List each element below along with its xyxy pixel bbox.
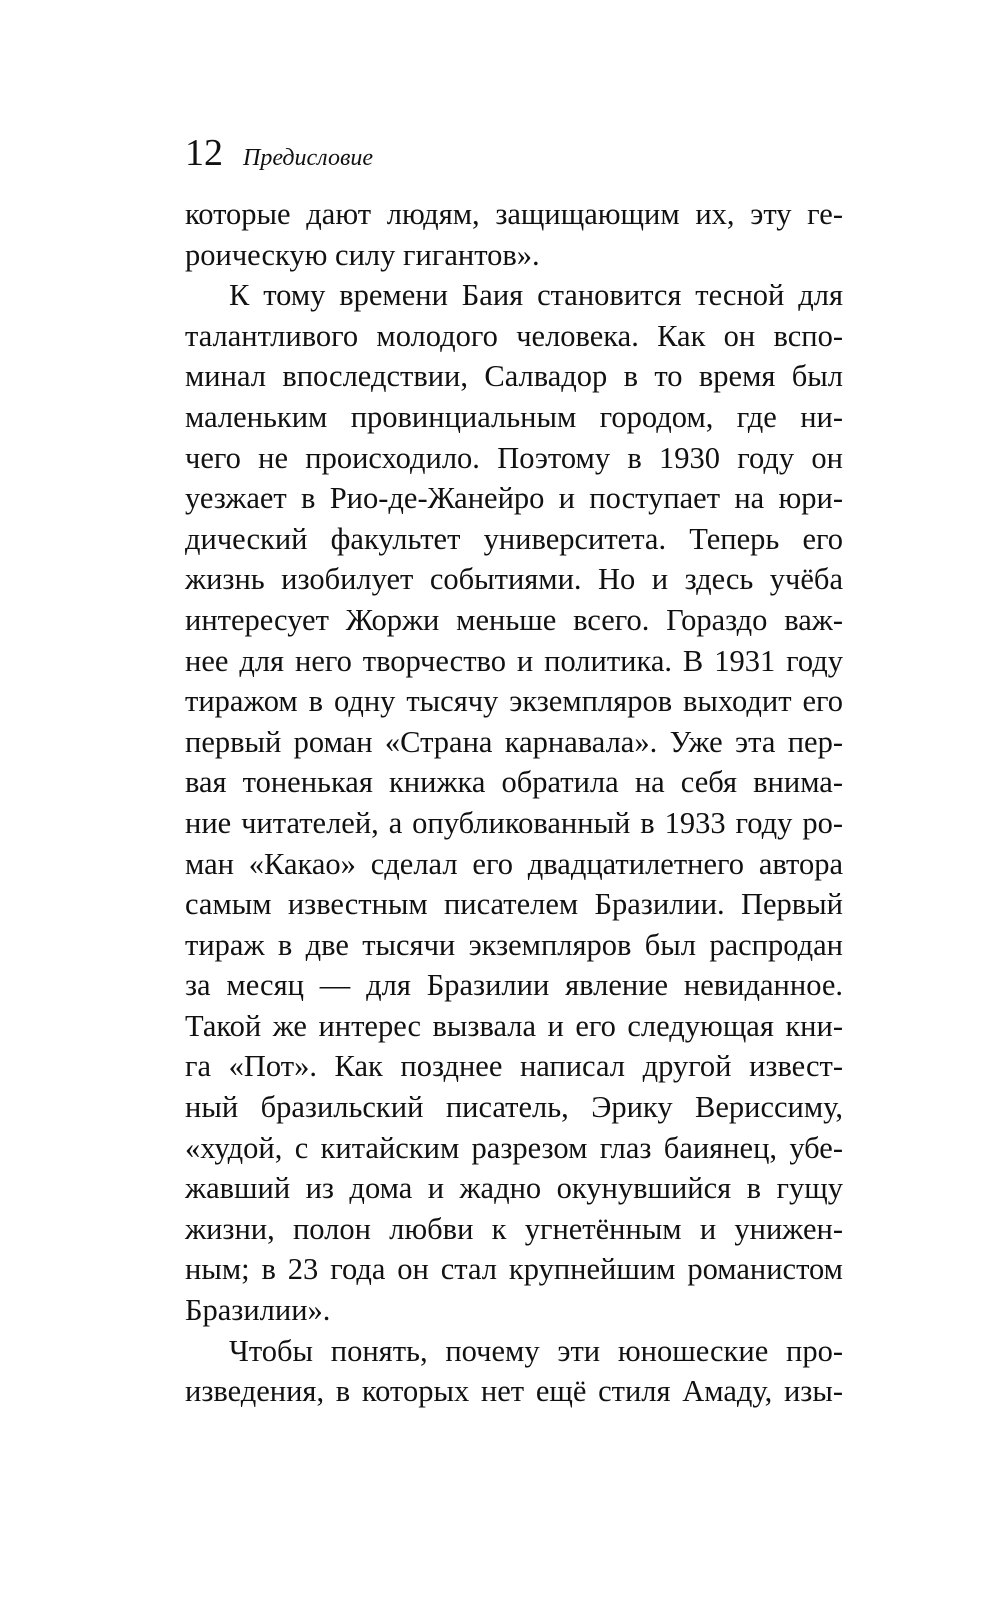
paragraph-first-line: Чтобы понять, почему эти юношеские про- xyxy=(229,1333,843,1368)
text-line: «худой, с китайским разрезом глаз баиянец, убе- xyxy=(185,1130,843,1165)
text-line: Такой же интерес вызвала и его следующая кни- xyxy=(185,1008,843,1043)
body-text xyxy=(185,194,843,1412)
text-line: минал впоследствии, Салвадор в то время был xyxy=(185,359,843,394)
text-line: первый роман «Страна карнавала». Уже эта пер- xyxy=(185,724,843,759)
text-line: за месяц — для Бразилии явление невиданное. xyxy=(185,968,843,1003)
text-line: вая тоненькая книжка обратила на себя внима- xyxy=(185,765,843,800)
text-line: га «Пот». Как позднее написал другой извест- xyxy=(185,1049,843,1084)
text-line: ным; в 23 года он стал крупнейшим романистом xyxy=(185,1252,843,1287)
page-number: 12 xyxy=(185,132,223,174)
text-line: ние читателей, а опубликованный в 1933 году ро- xyxy=(185,805,843,840)
text-line: интересует Жоржи меньше всего. Гораздо важ- xyxy=(185,602,843,637)
text-line: уезжает в Рио-де-Жанейро и поступает на юри- xyxy=(185,481,843,516)
text-line: чего не происходило. Поэтому в 1930 году он xyxy=(185,440,843,475)
text-line: роическую силу гигантов». xyxy=(185,237,540,272)
section-title: Предисловие xyxy=(243,145,374,171)
paragraph-first-line: К тому времени Баия становится тесной для xyxy=(229,278,843,313)
text-line: дический факультет университета. Теперь его xyxy=(185,521,843,556)
text-line: ман «Какао» сделал его двадцатилетнего автора xyxy=(185,846,843,881)
text-line: изведения, в которых нет ещё стиля Амаду, изы- xyxy=(185,1374,843,1409)
text-line: которые дают людям, защищающим их, эту ге- xyxy=(185,197,843,231)
text-line: ный бразильский писатель, Эрику Вериссиму, xyxy=(185,1090,843,1125)
text-line: жизни, полон любви к угнетённым и унижен- xyxy=(185,1211,843,1246)
text-line: жизнь изобилует событиями. Но и здесь учёба xyxy=(185,562,843,597)
text-line: тиражом в одну тысячу экземпляров выходит его xyxy=(185,684,843,719)
text-line: тираж в две тысячи экземпляров был распродан xyxy=(185,927,843,962)
text-line: Бразилии». xyxy=(185,1293,331,1328)
running-head xyxy=(185,134,373,172)
text-line: маленьким провинциальным городом, где ни- xyxy=(185,399,843,434)
text-line: талантливого молодого человека. Как он вспо- xyxy=(185,318,843,353)
text-line: самым известным писателем Бразилии. Первый xyxy=(185,887,843,922)
text-line: нее для него творчество и политика. В 1931 году xyxy=(185,643,843,678)
text-line: жавший из дома и жадно окунувшийся в гущу xyxy=(185,1171,843,1206)
